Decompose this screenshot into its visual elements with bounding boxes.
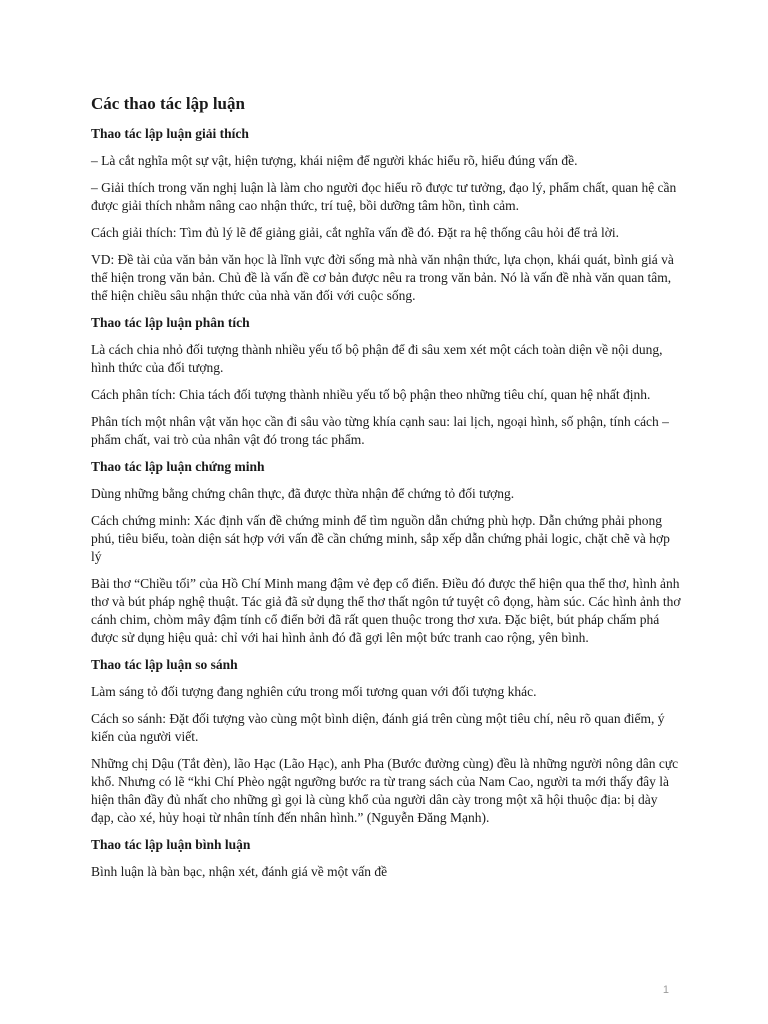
section-heading: Thao tác lập luận chứng minh (91, 459, 265, 474)
paragraph: Cách giải thích: Tìm đủ lý lẽ để giảng giải, cắt nghĩa vấn đề đó. Đặt ra hệ thống câu hỏi để trả lời. (91, 225, 619, 240)
paragraph: Những chị Dậu (Tắt đèn), lão Hạc (Lão Hạc), anh Pha (Bước đường cùng) đều là những người nông dân cực khổ. Nhưng có lẽ “khi Chí Phèo ngật ngưỡng bước ra từ trang sách của Nam Cao, người ta mới thấy đây là hiện thân đầy đủ nhất cho những gì gọi là cùng khổ của người dân cày trong một xã hội thuộc địa: bị dày đạp, cào xé, hủy hoại từ nhân tính đến nhân hình.” (Nguyễn Đăng Mạnh). (91, 756, 679, 825)
section-heading: Thao tác lập luận so sánh (91, 657, 238, 672)
paragraph: Cách phân tích: Chia tách đối tượng thành nhiều yếu tố bộ phận theo những tiêu chí, quan hệ nhất định. (91, 387, 651, 402)
paragraph: Dùng những bằng chứng chân thực, đã được thừa nhận để chứng tỏ đối tượng. (91, 486, 515, 501)
section-chung-minh (91, 458, 681, 647)
paragraph: Phân tích một nhân vật văn học cần đi sâu vào từng khía cạnh sau: lai lịch, ngoại hình, số phận, tính cách – phẩm chất, vai trò của nhân vật đó trong tác phẩm. (91, 414, 669, 447)
page-number-footer (0, 984, 768, 996)
section-heading: Thao tác lập luận giải thích (91, 126, 249, 141)
paragraph: Cách chứng minh: Xác định vấn đề chứng minh để tìm nguồn dẫn chứng phù hợp. Dẫn chứng phải phong phú, tiêu biểu, toàn diện sát hợp với vấn đề cần chứng minh, sắp xếp dẫn chứng phải logic, chặt chẽ và hợp lý (91, 513, 670, 564)
paragraph: Là cách chia nhỏ đối tượng thành nhiều yếu tố bộ phận để đi sâu xem xét một cách toàn diện về nội dung, hình thức của đối tượng. (91, 342, 663, 375)
paragraph: Bài thơ “Chiều tối” của Hồ Chí Minh mang đậm vẻ đẹp cổ điển. Điều đó được thể hiện qua thể thơ, hình ảnh thơ và bút pháp nghệ thuật. Tác giả đã sử dụng thể thơ thất ngôn tứ tuyệt cô đọng, hàm súc. Các hình ảnh thơ cánh chim, chòm mây đậm tính cổ điển bởi đã rất quen thuộc trong thơ xưa. Đặc biệt, bút pháp chấm phá được sử dụng hiệu quả: chỉ với hai hình ảnh đó đã gợi lên một bức tranh cao rộng, yên bình. (91, 576, 681, 645)
paragraph: Cách so sánh: Đặt đối tượng vào cùng một bình diện, đánh giá trên cùng một tiêu chí, nêu rõ quan điểm, ý kiến của người viết. (91, 711, 665, 744)
section-phan-tich (91, 314, 681, 449)
document-title: Các thao tác lập luận (91, 94, 245, 113)
section-giai-thich (91, 125, 681, 305)
paragraph: Bình luận là bàn bạc, nhận xét, đánh giá về một vấn đề (91, 864, 388, 879)
page-number: 1 (662, 984, 669, 996)
section-binh-luan (91, 836, 681, 881)
paragraph: VD: Đề tài của văn bản văn học là lĩnh vực đời sống mà nhà văn nhận thức, lựa chọn, khái quát, bình giá và thể hiện trong văn bản. Chủ đề là vấn đề cơ bản được nêu ra trong văn bản. Nó là vấn đề nhà văn quan tâm, thể hiện chiều sâu nhận thức của nhà văn đối với cuộc sống. (91, 252, 674, 303)
section-so-sanh (91, 656, 681, 827)
paragraph: – Là cắt nghĩa một sự vật, hiện tượng, khái niệm để người khác hiểu rõ, hiểu đúng vấn đề. (91, 153, 578, 168)
paragraph: – Giải thích trong văn nghị luận là làm cho người đọc hiểu rõ được tư tưởng, đạo lý, phẩm chất, quan hệ cần được giải thích nhằm nâng cao nhận thức, trí tuệ, bồi dưỡng tâm hồn, tình cảm. (91, 180, 677, 213)
section-heading: Thao tác lập luận phân tích (91, 315, 250, 330)
paragraph: Làm sáng tỏ đối tượng đang nghiên cứu trong mối tương quan với đối tượng khác. (91, 684, 537, 699)
section-heading: Thao tác lập luận bình luận (91, 837, 251, 852)
document-body (91, 93, 681, 890)
